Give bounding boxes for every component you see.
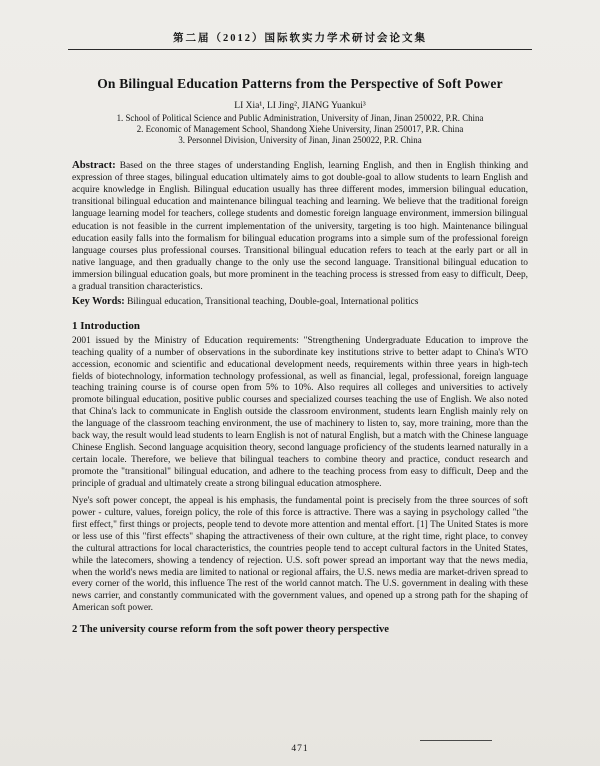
- section-2-heading: 2 The university course reform from the soft power theory perspective: [72, 624, 389, 636]
- abstract-text: Based on the three stages of understanding English, learning English, and then in English thinking and expression of three stages, bilingual education ultimately aims to got double-goal to allow students to learn English and acquire knowledge in English. Bilingual education usually has three different modes, immersion bilingual education, transitional bilingual education and maintenance bilingual teaching and learning. We believe that the traditional foreign language learning model for teachers, college students and domestic foreign language environment, immersion bilingual education is not feasible in the current implementation of the university, targeting is too high. Maintenance bilingual education easily falls into the formalism for bilingual education programs into a simple sum of the professional foreign language courses plus professional courses. Transitional bilingual education refers to teach at the early part or all in native language, and then gradually change to the only use the second language. Transitional bilingual education to immersion bilingual education goals, but more prominent in the teaching process is stressed from easy to difficult, Deep, a gradual transition characteristics.: [72, 160, 529, 292]
- proceedings-header: [72, 30, 528, 50]
- abstract-paragraph: [72, 159, 528, 293]
- affiliation-line-3: 3. Personnel Division, University of Jinan, Jinan 250022, P.R. China: [178, 134, 422, 145]
- section-1-paragraph-2: Nye's soft power concept, the appeal is his emphasis, the fundamental point is precisely from the three sources of soft power - culture, values, foreign policy, the role of this force is attractive. There was a saying in psychology called "the first effect," first things or projects, people tend to devote more attention and mental effort. [1] The United States is more or less use of this "first effects" shaping the attractiveness of their own culture, at the right time, right place, to convey the cultural attractions for local characteristics, the countries people tend to accept cultural factors in the United States, while the latecomers, showing a tendency of rejection. U.S. soft power spread an important way that the news media, when the world's news media are limited to national or regional affairs, the U.S. news media are market-driven spread to every corner of the world, this influence The rest of the world cannot match. The U.S. government in dealing with these news carrier, and constantly communicated with the government values, and opened up a strong path for the shaping of American soft power.: [72, 495, 528, 614]
- section-1-heading: 1 Introduction: [72, 319, 140, 332]
- proceedings-header-text: 第二届（2012）国际软实力学术研讨会论文集: [173, 33, 427, 44]
- keywords-text: Bilingual education, Transitional teaching, Double-goal, International politics: [127, 296, 419, 307]
- section-1-paragraph-1: 2001 issued by the Ministry of Education requirements: "Strengthening Undergraduate Education to improve the teaching quality of a number of observations in the subordinate key institutions strive to better adapt to China's WTO accession, economic and scientific and educational development needs, requirements within three years in high-tech fields of biotechnology, information technology professional, as well as financial, legal, professional, foreign language teaching training course is of course open from 5% to 10%. Also requires all colleges and universities to actively promote bilingual education, positive public courses and specialized courses teaching the use of English. We also noted that China's lack to communicate in English outside the classroom environment, students learn English mainly rely on the language of the classroom teaching environment, the use of machinery to listen to, say, more training, more than the back way, the result would lead students to learn English is not of natural English, but a match with the Chinese language Chinese English. Second language acquisition theory, second language proficiency of the students learned naturally in a certain locale. Therefore, we believe that bilingual teachers to combine theory and practice, conduct research and promote the "transitional" bilingual education, and adhere to the teaching process from easy to difficult, Deep and the principle of gradual and ultimately create a strong bilingual education atmosphere.: [72, 335, 528, 489]
- footer-divider: [420, 740, 492, 741]
- affiliation-line-1: 1. School of Political Science and Public Administration, University of Jinan, Jinan 250022, P.R. China: [116, 113, 484, 123]
- abstract-label: Abstract:: [72, 158, 116, 171]
- affiliation-line-2: 2. Economic of Management School, Shandong Xiehe University, Jinan 250017, P.R. China: [136, 123, 464, 134]
- authors-line: LI Xia¹, LI Jing², JIANG Yuankui³: [234, 101, 366, 111]
- page-number: 471: [291, 744, 309, 754]
- page-footer: [0, 740, 600, 760]
- affiliations-block: [72, 113, 528, 146]
- keywords-line: [72, 296, 528, 307]
- keywords-label: Key Words:: [72, 295, 125, 307]
- header-divider: [68, 49, 532, 50]
- paper-title: On Bilingual Education Patterns from the Perspective of Soft Power: [97, 76, 503, 91]
